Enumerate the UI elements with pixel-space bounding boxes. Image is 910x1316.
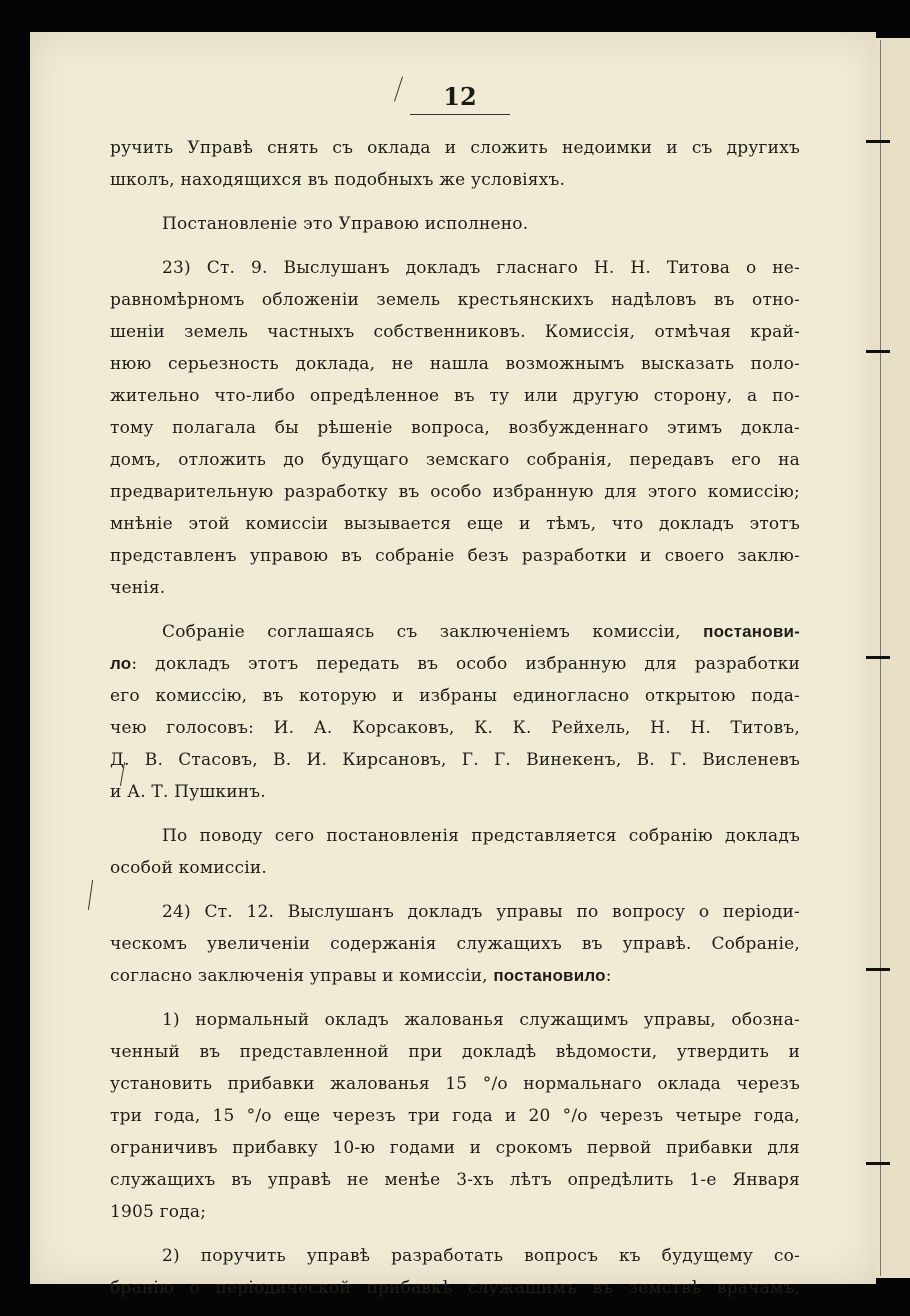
text-line bbox=[110, 960, 800, 992]
paragraph-gap bbox=[110, 808, 800, 820]
line-text: : докладъ этотъ передать въ особо избранную для разработки bbox=[131, 654, 800, 674]
text-line bbox=[110, 820, 800, 852]
line-text: предварительную разработку въ особо избранную для этого комиссію; bbox=[110, 482, 800, 502]
paragraph-gap bbox=[110, 604, 800, 616]
line-text: 24) Ст. 12. Выслушанъ докладъ управы по вопросу о періоди- bbox=[162, 902, 800, 922]
text-line bbox=[110, 508, 800, 540]
text-line bbox=[110, 208, 800, 240]
line-text: ченія. bbox=[110, 578, 166, 598]
line-text: шеніи земель частныхъ собственниковъ. Комиссія, отмѣчая край- bbox=[110, 322, 800, 342]
line-text: ручить Управѣ снять съ оклада и сложить недоимки и съ другихъ bbox=[110, 138, 800, 158]
line-text: ческомъ увеличеніи содержанія служащихъ въ управѣ. Собраніе, bbox=[110, 934, 800, 954]
line-text: нюю серьезность доклада, не нашла возможнымъ высказать поло- bbox=[110, 354, 800, 374]
emphasis-word: постановило bbox=[493, 966, 606, 985]
document-body bbox=[110, 132, 800, 1304]
text-line bbox=[110, 540, 800, 572]
text-line bbox=[110, 1240, 800, 1272]
line-text: Д. В. Стасовъ, В. И. Кирсановъ, Г. Г. Винекенъ, В. Г. Висленевъ bbox=[110, 750, 800, 770]
edge-mark bbox=[866, 968, 890, 971]
line-text: чею голосовъ: И. А. Корсаковъ, К. К. Рейхель, Н. Н. Титовъ, bbox=[110, 718, 800, 738]
text-line bbox=[110, 1004, 800, 1036]
text-line bbox=[110, 132, 800, 164]
line-text: согласно заключенія управы и комиссіи, bbox=[110, 966, 494, 986]
line-text: 1905 года; bbox=[110, 1202, 207, 1222]
text-line bbox=[110, 412, 800, 444]
line-text: жительно что-либо опредѣленное въ ту или другую сторону, а по- bbox=[110, 386, 800, 406]
emphasis-word: ло bbox=[110, 654, 132, 673]
line-text: три года, 15 °/о еще черезъ три года и 20 °/о черезъ четыре года, bbox=[110, 1106, 800, 1126]
line-text: представленъ управою въ собраніе безъ разработки и своего заклю- bbox=[110, 546, 800, 566]
line-text: 1) нормальный окладъ жалованья служащимъ управы, обозна- bbox=[162, 1010, 800, 1030]
line-text: особой комиссіи. bbox=[110, 858, 268, 878]
text-line bbox=[110, 348, 800, 380]
line-text: Постановленіе это Управою исполнено. bbox=[162, 214, 529, 234]
text-line bbox=[110, 1100, 800, 1132]
edge-mark bbox=[866, 1162, 890, 1165]
page-number: 12 bbox=[443, 82, 477, 111]
text-line bbox=[110, 776, 800, 808]
text-line bbox=[110, 928, 800, 960]
edge-mark bbox=[866, 140, 890, 143]
text-line bbox=[110, 648, 800, 680]
line-text: школъ, находящихся въ подобныхъ же условіяхъ. bbox=[110, 170, 566, 190]
line-text: его комиссію, въ которую и избраны единогласно открытою пода- bbox=[110, 686, 800, 706]
emphasis-word: постанови- bbox=[703, 622, 800, 641]
text-line bbox=[110, 316, 800, 348]
text-line bbox=[110, 164, 800, 196]
text-line bbox=[110, 476, 800, 508]
text-line bbox=[110, 380, 800, 412]
line-text: и А. Т. Пушкинъ. bbox=[110, 782, 266, 802]
text-line bbox=[110, 1068, 800, 1100]
line-text: домъ, отложить до будущаго земскаго собранія, передавъ его на bbox=[110, 450, 800, 470]
text-line bbox=[110, 616, 800, 648]
text-line bbox=[110, 1164, 800, 1196]
text-line bbox=[110, 572, 800, 604]
text-line bbox=[110, 284, 800, 316]
line-text: ограничивъ прибавку 10-ю годами и срокомъ первой прибавки для bbox=[110, 1138, 800, 1158]
paragraph-gap bbox=[110, 1228, 800, 1240]
line-text: равномѣрномъ обложеніи земель крестьянскихъ надѣловъ въ отно- bbox=[110, 290, 800, 310]
line-text: Собраніе соглашаясь съ заключеніемъ комиссіи, bbox=[162, 622, 704, 642]
line-text: установить прибавки жалованья 15 °/о нормальнаго оклада черезъ bbox=[110, 1074, 800, 1094]
line-text: бранію о періодической прибавкѣ служащимъ въ земствѣ врачамъ, bbox=[110, 1278, 800, 1298]
line-text: служащихъ въ управѣ не менѣе 3-хъ лѣтъ опредѣлить 1-е Января bbox=[110, 1170, 800, 1190]
paragraph-gap bbox=[110, 240, 800, 252]
text-line bbox=[110, 852, 800, 884]
text-line bbox=[110, 680, 800, 712]
text-line bbox=[110, 252, 800, 284]
text-line bbox=[110, 1272, 800, 1304]
line-text: : bbox=[605, 966, 612, 986]
text-line bbox=[110, 1196, 800, 1228]
paragraph-gap bbox=[110, 992, 800, 1004]
text-line bbox=[110, 744, 800, 776]
line-text: 23) Ст. 9. Выслушанъ докладъ гласнаго Н. Н. Титова о не- bbox=[162, 258, 800, 278]
text-line bbox=[110, 1132, 800, 1164]
line-text: 2) поручить управѣ разработать вопросъ къ будущему со- bbox=[162, 1246, 800, 1266]
paragraph-gap bbox=[110, 196, 800, 208]
text-line bbox=[110, 712, 800, 744]
text-line bbox=[110, 1036, 800, 1068]
line-text: тому полагала бы рѣшеніе вопроса, возбужденнаго этимъ докла- bbox=[110, 418, 800, 438]
paragraph-gap bbox=[110, 884, 800, 896]
text-line bbox=[110, 444, 800, 476]
edge-mark bbox=[866, 350, 890, 353]
line-text: По поводу сего постановленія представляется собранію докладъ bbox=[162, 826, 800, 846]
text-line bbox=[110, 896, 800, 928]
edge-mark bbox=[866, 656, 890, 659]
line-text: ченный въ представленной при докладѣ вѣдомости, утвердить и bbox=[110, 1042, 800, 1062]
page-number-rule bbox=[410, 114, 510, 115]
line-text: мнѣніе этой комиссіи вызывается еще и тѣмъ, что докладъ этотъ bbox=[110, 514, 800, 534]
